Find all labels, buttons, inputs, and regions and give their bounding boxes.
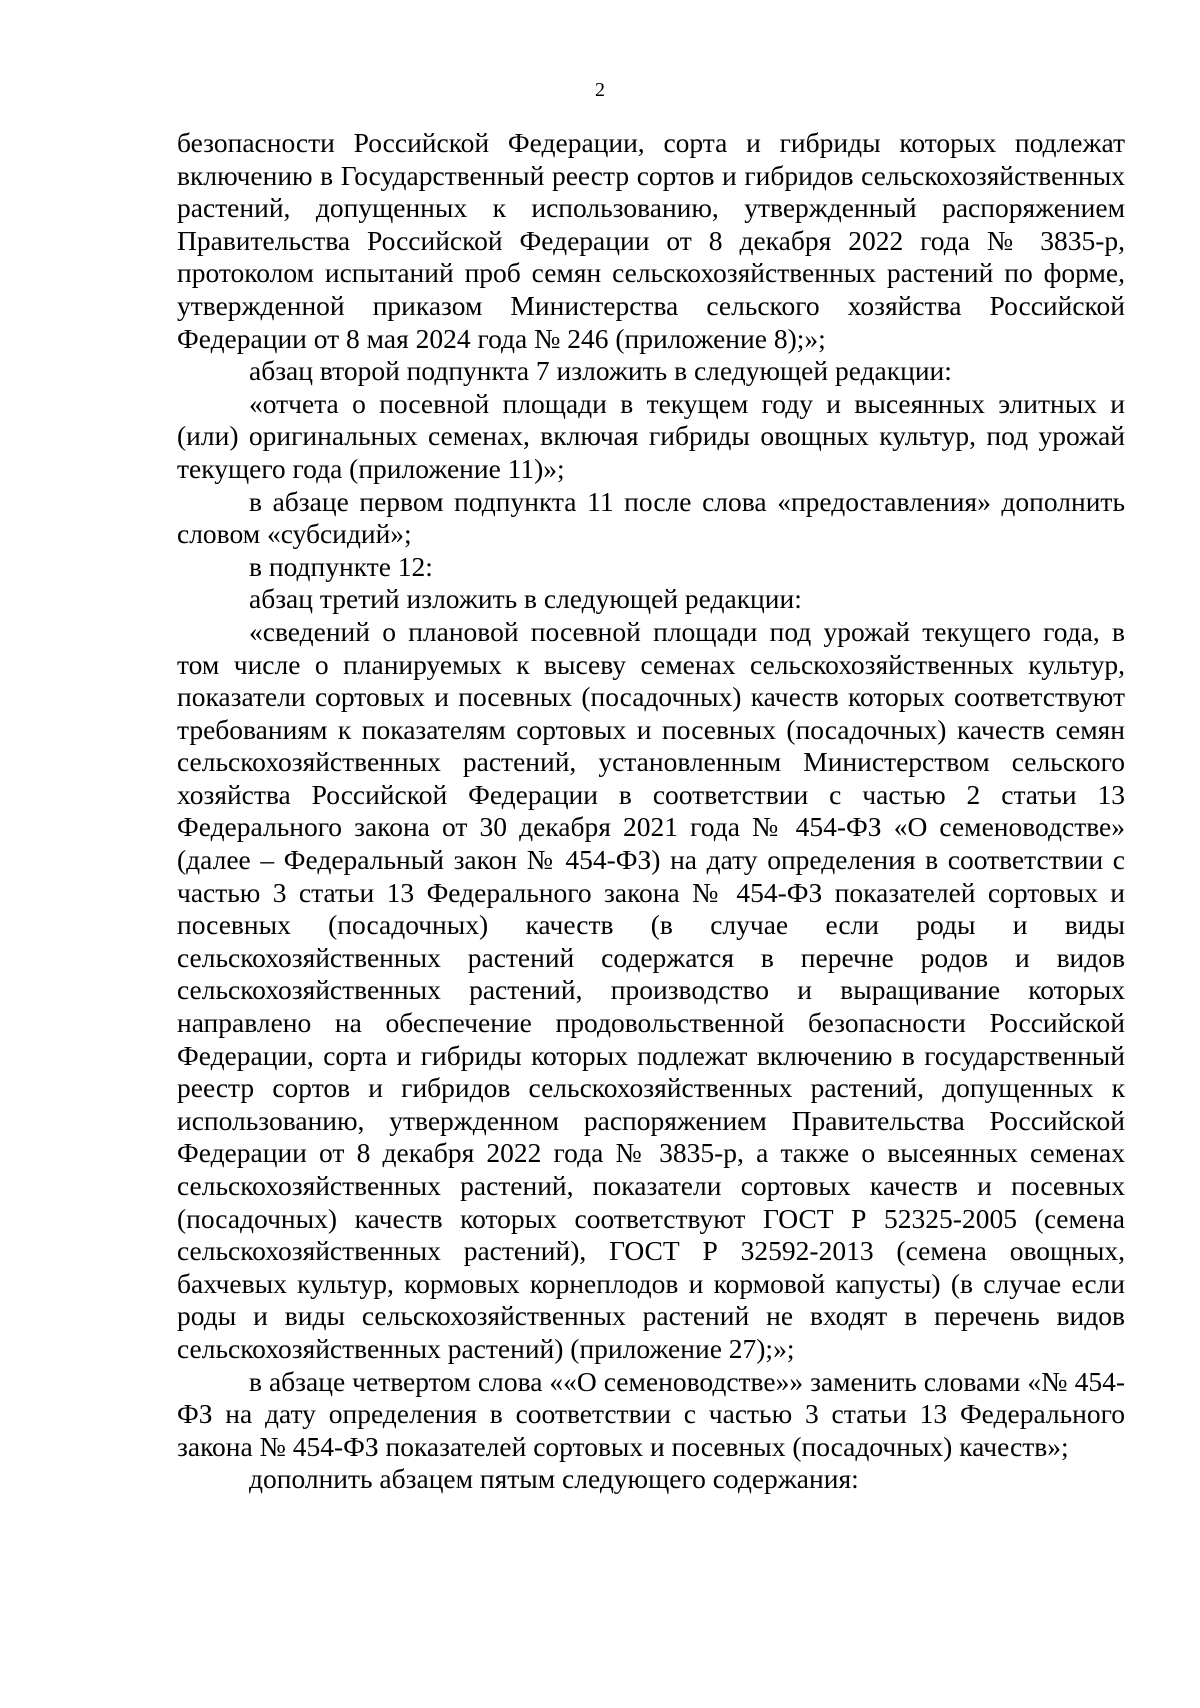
paragraph-3: «отчета о посевной площади в текущем году и высеянных элитных и (или) оригинальных семенах, включая гибриды овощных культур, под урожай текущего года (приложение 11)»; <box>177 387 1125 484</box>
paragraph-6: абзац третий изложить в следующей редакции: <box>249 583 802 615</box>
paragraph-1: безопасности Российской Федерации, сорта и гибриды которых подлежат включению в Государственный реестр сортов и гибридов сельскохозяйственных растений, допущенных к использованию, утвержденный распоряжением Правительства Российской Федерации от 8 декабря 2022 года № 3835-р, протоколом испытаний проб семян сельскохозяйственных растений по форме, утвержденной приказом Министерства сельского хозяйства Российской Федерации от 8 мая 2024 года № 246 (приложение 8);»; <box>177 127 1125 354</box>
paragraph-9: дополнить абзацем пятым следующего содержания: <box>249 1463 859 1495</box>
paragraph-7: «сведений о плановой посевной площади под урожай текущего года, в том числе о планируемых к высеву семенах сельскохозяйственных культур, показатели сортовых и посевных (посадочных) качеств которых соответствуют требованиям к показателям сортовых и посевных (посадочных) качеств семян сельскохозяйственных растений, установленным Министерством сельского хозяйства Российской Федерации в соответствии с частью 2 статьи 13 Федерального закона от 30 декабря 2021 года № 454-ФЗ «О семеноводстве» (далее – Федеральный закон № 454-ФЗ) на дату определения в соответствии с частью 3 статьи 13 Федерального закона № 454-ФЗ показателей сортовых и посевных (посадочных) качеств (в случае если роды и виды сельскохозяйственных растений содержатся в перечне родов и видов сельскохозяйственных растений, производство и выращивание которых направлено на обеспечение продовольственной безопасности Российской Федерации, сорта и гибриды которых подлежат включению в государственный реестр сортов и гибридов сельскохозяйственных растений, допущенных к использованию, утвержденном распоряжением Правительства Российской Федерации от 8 декабря 2022 года № 3835-р, а также о высеянных семенах сельскохозяйственных растений, показатели сортовых качеств и посевных (посадочных) качеств которых соответствуют ГОСТ Р 52325-2005 (семена сельскохозяйственных растений), ГОСТ Р 32592-2013 (семена овощных, бахчевых культур, кормовых корнеплодов и кормовой капусты) (в случае если роды и виды сельскохозяйственных растений не входят в перечень видов сельскохозяйственных растений) (приложение 27);»; <box>177 615 1125 1364</box>
paragraph-2: абзац второй подпункта 7 изложить в следующей редакции: <box>249 355 952 387</box>
paragraph-5: в подпункте 12: <box>249 550 433 582</box>
page-number: 2 <box>595 79 605 101</box>
paragraph-8: в абзаце четвертом слова ««О семеноводстве»» заменить словами «№ 454-ФЗ на дату определения в соответствии с частью 3 статьи 13 Федерального закона № 454-ФЗ показателей сортовых и посевных (посадочных) качеств»; <box>177 1365 1125 1462</box>
paragraph-4: в абзаце первом подпункта 11 после слова «предоставления» дополнить словом «субсидий»; <box>177 485 1125 550</box>
document-body <box>177 127 1125 1496</box>
